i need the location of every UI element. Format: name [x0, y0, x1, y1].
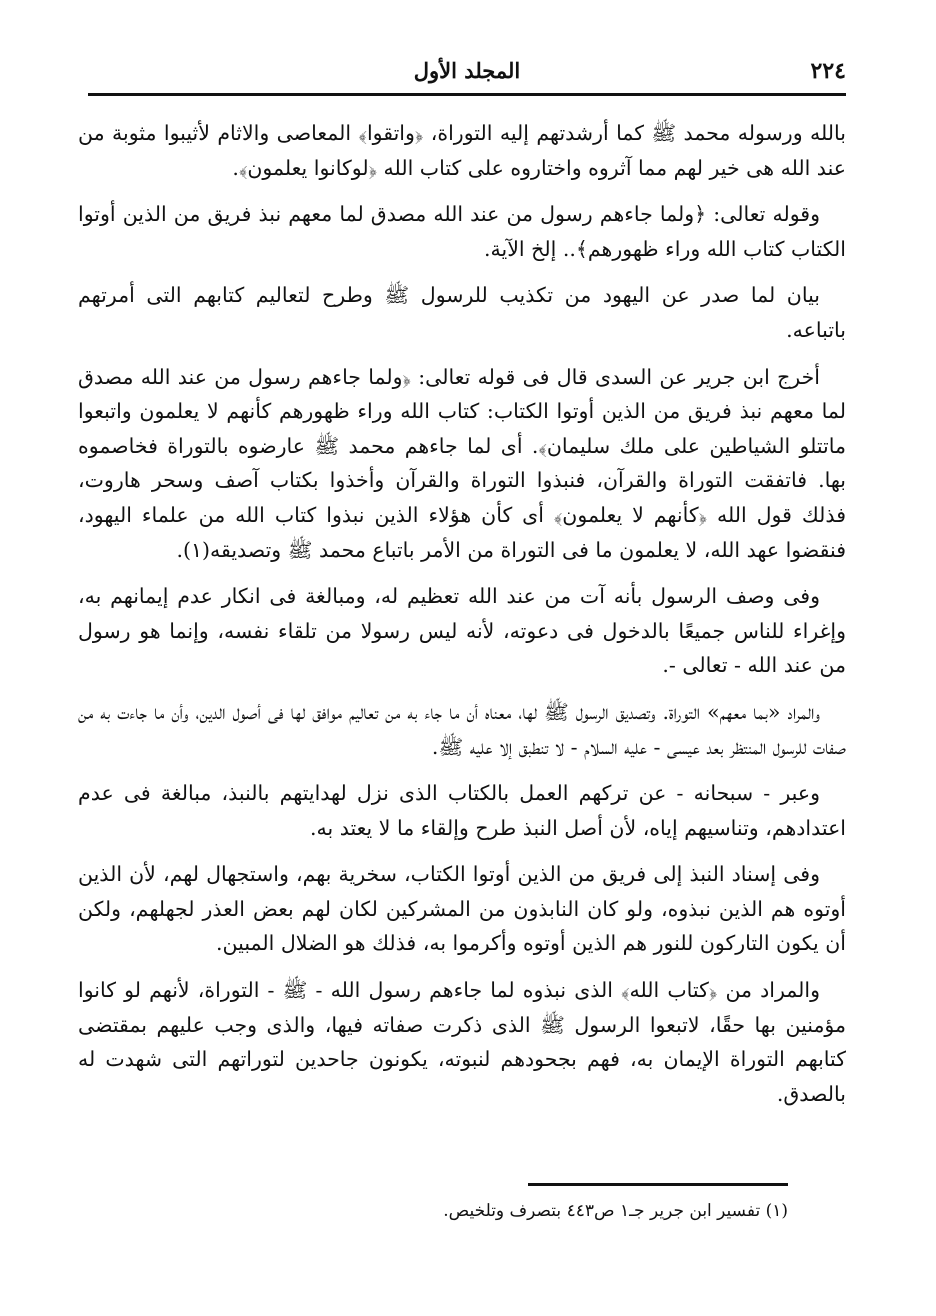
paragraph: أخرج ابن جرير عن السدى قال فى قوله تعالى: ﴿ولما جاءهم رسول من عند الله مصدق لما معهم نبذ فريق من الذين أوتوا الكتاب: كتاب الله وراء ظهورهم كأنهم لا يعلمون واتبعوا ماتتلو الشياطين على ملك سليمان﴾. أى لما جاءهم محمد ﷺ عارضوه بالتوراة فخاصموه بها. فاتفقت التوراة والقرآن، فنبذوا التوراة والقرآن وأخذوا بكتاب آصف وسحر هاروت، فذلك قول الله ﴿كأنهم لا يعلمون﴾ أى كأن هؤلاء الذين نبذوا كتاب الله من علماء اليهود، فنقضوا عهد الله، لا يعلمون ما فى التوراة من الأمر باتباع محمد ﷺ وتصديقه(١). — [78, 364, 846, 562]
page-number: ٢٢٤ — [810, 58, 846, 84]
paragraph: والمراد «بما معهم» التوراة. وتصديق الرسول ﷺ لها، معناه أن ما جاء به من تعاليم موافق لها فى أصول الدين، وأن ما جاءت به من صفات للرسول المنتظر بعد عيسى - عليه السلام - لا تنطبق إلا عليه ﷺ. — [78, 699, 846, 759]
paragraph: بيان لما صدر عن اليهود من تكذيب للرسول ﷺ وطرح لتعاليم كتابهم التى أمرتهم باتباعه. — [78, 283, 846, 342]
paragraph: بالله ورسوله محمد ﷺ كما أرشدتهم إليه التوراة، ﴿واتقوا﴾ المعاصى والاثام لأثيبوا مثوبة من عند الله هى خير لهم مما آثروه واختاروه على كتاب الله ﴿لوكانوا يعلمون﴾. — [78, 121, 846, 180]
body-text — [78, 116, 846, 1123]
footnote-rule — [528, 1183, 788, 1186]
page-header — [88, 56, 846, 92]
header-rule — [88, 93, 846, 96]
running-title: المجلد الأول — [413, 58, 521, 83]
paragraph: وعبر - سبحانه - عن تركهم العمل بالكتاب الذى نزل لهدايتهم بالنبذ، مبالغة فى عدم اعتدادهم، وتناسيهم إياه، لأن أصل النبذ طرح وإلقاء ما لا يعتد به. — [78, 781, 846, 840]
paragraph: وفى إسناد النبذ إلى فريق من الذين أوتوا الكتاب، سخرية بهم، واستجهال لهم، لأن الذين أوتوه هم الذين نبذوه، ولو كان النابذون من المشركين لكان لهم بعض العذر لجهلهم، ولكن أن يكون التاركون للنور هم الذين أوتوه وأكرموا به، فذلك هو الضلال المبين. — [78, 862, 846, 956]
footnote: (١) تفسير ابن جرير جـ١ ص٤٤٣ بتصرف وتلخيص. — [443, 1201, 788, 1221]
paragraph: وقوله تعالى: ﴿ولما جاءهم رسول من عند الله مصدق لما معهم نبذ فريق من الذين أوتوا الكتاب كتاب الله وراء ظهورهم﴾.. إلخ الآية. — [78, 202, 846, 261]
paragraph: وفى وصف الرسول بأنه آت من عند الله تعظيم له، ومبالغة فى انكار عدم إيمانهم به، وإغراء للناس جميعًا بالدخول فى دعوته، لأنه ليس رسولا من تلقاء نفسه، وإنما هو رسول من عند الله - تعالى -. — [78, 584, 846, 678]
paragraph: والمراد من ﴿كتاب الله﴾ الذى نبذوه لما جاءهم رسول الله - ﷺ - التوراة، لأنهم لو كانوا مؤمنين بها حقًا، لاتبعوا الرسول ﷺ الذى ذكرت صفاته فيها، والذى وجب عليهم بمقتضى كتابهم التوراة الإيمان به، فهم بجحودهم لنبوته، يكونون جاحدين لتوراتهم التى شهدت له بالصدق. — [78, 978, 846, 1106]
